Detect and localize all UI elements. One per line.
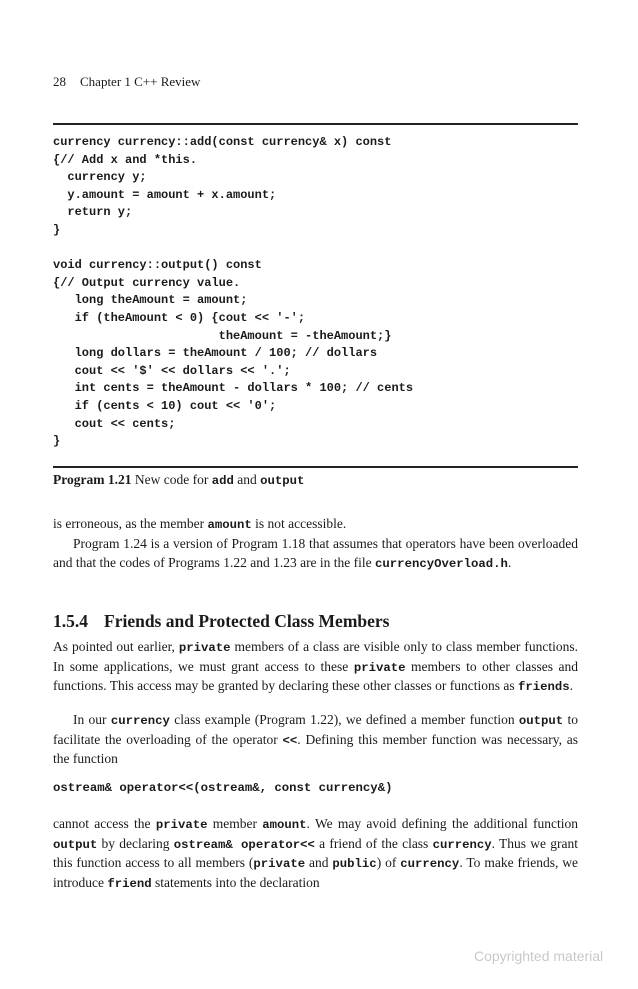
code-line: long theAmount = amount; — [53, 293, 248, 308]
section-title: Friends and Protected Class Members — [104, 611, 390, 631]
code-line: if (theAmount < 0) {cout << '-'; — [53, 310, 306, 325]
caption-text-and: and — [233, 472, 261, 487]
code-line: currency currency::add(const currency& x) const — [53, 135, 392, 149]
paragraph-erroneous: is erroneous, as the member amount is not accessible. — [53, 516, 347, 532]
code-line: long dollars = theAmount / 100; // dollars — [53, 346, 378, 361]
code-line: } — [53, 222, 61, 237]
running-title: Chapter 1 C++ Review — [80, 74, 201, 89]
operator-signature-code: ostream& operator<<(ostream&, const currency&) — [53, 781, 393, 795]
section-number: 1.5.4 — [53, 611, 88, 631]
paragraph-currency-example: In our currency class example (Program 1.22), we defined a member function output to facilitate the overloading of the operator <<. Defining this member function was necessary, as the function — [53, 712, 578, 767]
program-caption — [53, 472, 304, 488]
page-number: 28 — [53, 74, 66, 89]
paragraph-program-1-24: Program 1.24 is a version of Program 1.18 that assumes that operators have been overloaded and that the codes of Programs 1.22 and 1.23 are in the file currencyOverload.h. — [53, 536, 578, 571]
program-bottom-rule — [53, 466, 578, 468]
caption-code-output: output — [260, 474, 305, 488]
program-top-rule — [53, 123, 578, 125]
code-line: cout << cents; — [53, 416, 176, 431]
code-line: } — [53, 434, 61, 449]
code-line — [53, 240, 578, 258]
paragraph-friend-declaration: cannot access the private member amount. We may avoid defining the additional function output by declaring ostream& operator<< a friend of the class currency. Thus we grant this function access to all members (private and public) of currency. To make friends, we introduce friend statements into the declaration — [53, 816, 579, 891]
code-line: void currency::output() const — [53, 258, 262, 273]
code-line: {// Add x and *this. — [53, 152, 198, 167]
section-heading — [53, 611, 389, 632]
caption-text: New code for — [131, 472, 212, 487]
code-line: {// Output currency value. — [53, 275, 241, 290]
code-line: cout << '$' << dollars << '.'; — [53, 363, 291, 378]
program-code-block — [53, 134, 578, 451]
paragraph-private-members: As pointed out earlier, private members of a class are visible only to class member functions. In some applications, we must grant access to these private members to other classes and functions. This access may be granted by declaring these other classes or functions as friends. — [53, 639, 578, 695]
code-line: int cents = theAmount - dollars * 100; // cents — [53, 381, 414, 396]
running-header — [53, 74, 200, 90]
caption-code-add: add — [211, 474, 234, 488]
code-line: currency y; — [53, 170, 147, 185]
code-line: if (cents < 10) cout << '0'; — [53, 398, 277, 413]
copyright-watermark: Copyrighted material — [474, 948, 604, 964]
code-line: theAmount = -theAmount;} — [53, 328, 392, 343]
program-label: Program 1.21 — [53, 472, 132, 487]
code-line: return y; — [53, 205, 133, 220]
code-line: y.amount = amount + x.amount; — [53, 187, 277, 202]
